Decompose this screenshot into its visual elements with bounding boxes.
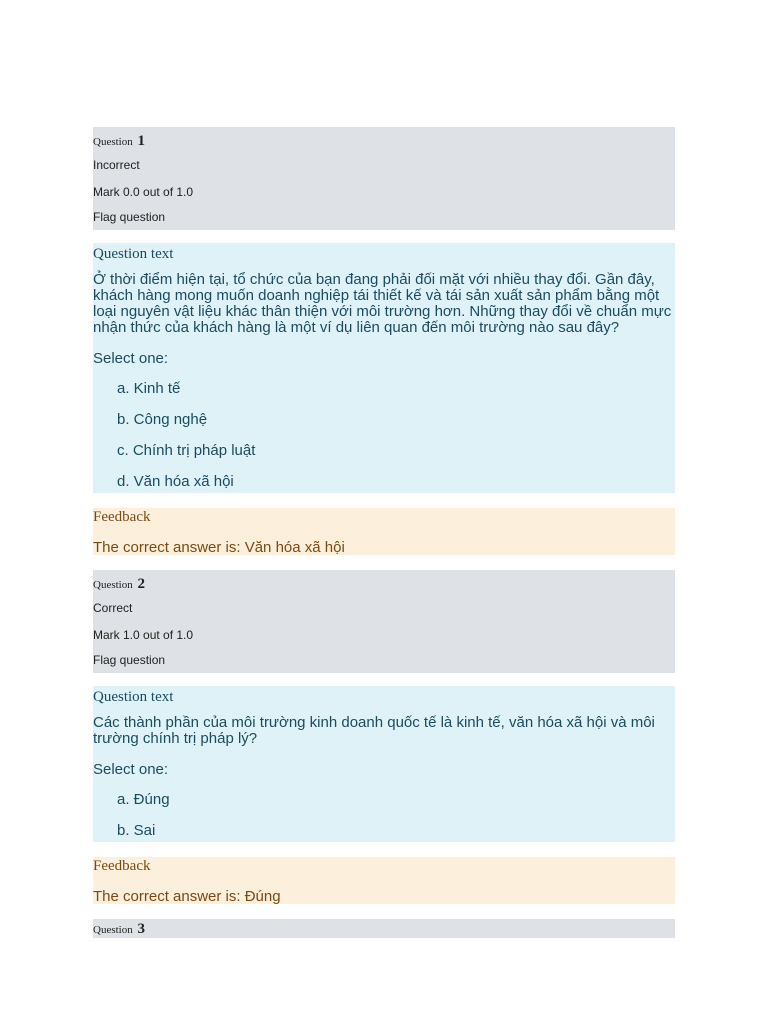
- select-one-prompt: Select one:: [93, 761, 169, 778]
- feedback-heading: Feedback: [93, 509, 151, 525]
- answer-option-b[interactable]: b. Sai: [117, 822, 156, 839]
- question-label: Question: [93, 579, 133, 591]
- question-text: Các thành phần của môi trường kinh doanh quốc tế là kinh tế, văn hóa xã hội và môi trường chính trị pháp lý?: [93, 714, 655, 747]
- answer-option-b[interactable]: b. Công nghệ: [117, 411, 208, 428]
- question-1-feedback: [93, 508, 675, 555]
- question-number: [93, 573, 675, 595]
- question-grade: Mark 0.0 out of 1.0: [93, 185, 194, 199]
- answer-option-a[interactable]: a. Đúng: [117, 791, 170, 808]
- question-2-info: [93, 570, 675, 673]
- question-number: [93, 130, 675, 152]
- answer-option-a[interactable]: a. Kinh tế: [117, 380, 181, 397]
- question-text: Ở thời điểm hiện tại, tổ chức của bạn đang phải đối mặt với nhiều thay đổi. Gần đây, khách hàng mong muốn doanh nghiệp tái thiết kế và tái sản xuất sản phẩm bằng một loại nguyên vật liệu khác thân thiện với môi trường hơn. Những thay đổi về chuẩn mực nhận thức của khách hàng là một ví dụ liên quan đến môi trường nào sau đây?: [93, 271, 672, 336]
- flag-question-link[interactable]: Flag question: [93, 653, 166, 667]
- question-number: [93, 919, 675, 938]
- answer-options: [117, 380, 675, 493]
- correct-answer-text: The correct answer is: Văn hóa xã hội: [93, 539, 345, 556]
- feedback-heading: Feedback: [93, 858, 151, 874]
- flag-question-link[interactable]: Flag question: [93, 210, 166, 224]
- question-2-feedback: [93, 857, 675, 904]
- question-1-formulation: [93, 243, 675, 493]
- question-text-heading: Question text: [93, 689, 174, 705]
- question-number-value: 2: [137, 576, 145, 592]
- select-one-prompt: Select one:: [93, 350, 169, 367]
- correct-answer-text: The correct answer is: Đúng: [93, 888, 281, 905]
- question-label: Question: [93, 924, 133, 936]
- answer-option-d[interactable]: d. Văn hóa xã hội: [117, 473, 234, 490]
- question-text-heading: Question text: [93, 246, 174, 262]
- question-number-value: 1: [137, 133, 145, 149]
- question-1-info: [93, 127, 675, 230]
- quiz-review-page: [93, 127, 675, 938]
- question-grade: Mark 1.0 out of 1.0: [93, 628, 194, 642]
- question-state: Incorrect: [93, 158, 140, 172]
- question-number-value: 3: [137, 921, 145, 937]
- question-2-formulation: [93, 686, 675, 842]
- answer-options: [117, 791, 675, 842]
- question-3-info: [93, 919, 675, 938]
- answer-option-c[interactable]: c. Chính trị pháp luật: [117, 442, 256, 459]
- question-state: Correct: [93, 601, 133, 615]
- question-label: Question: [93, 136, 133, 148]
